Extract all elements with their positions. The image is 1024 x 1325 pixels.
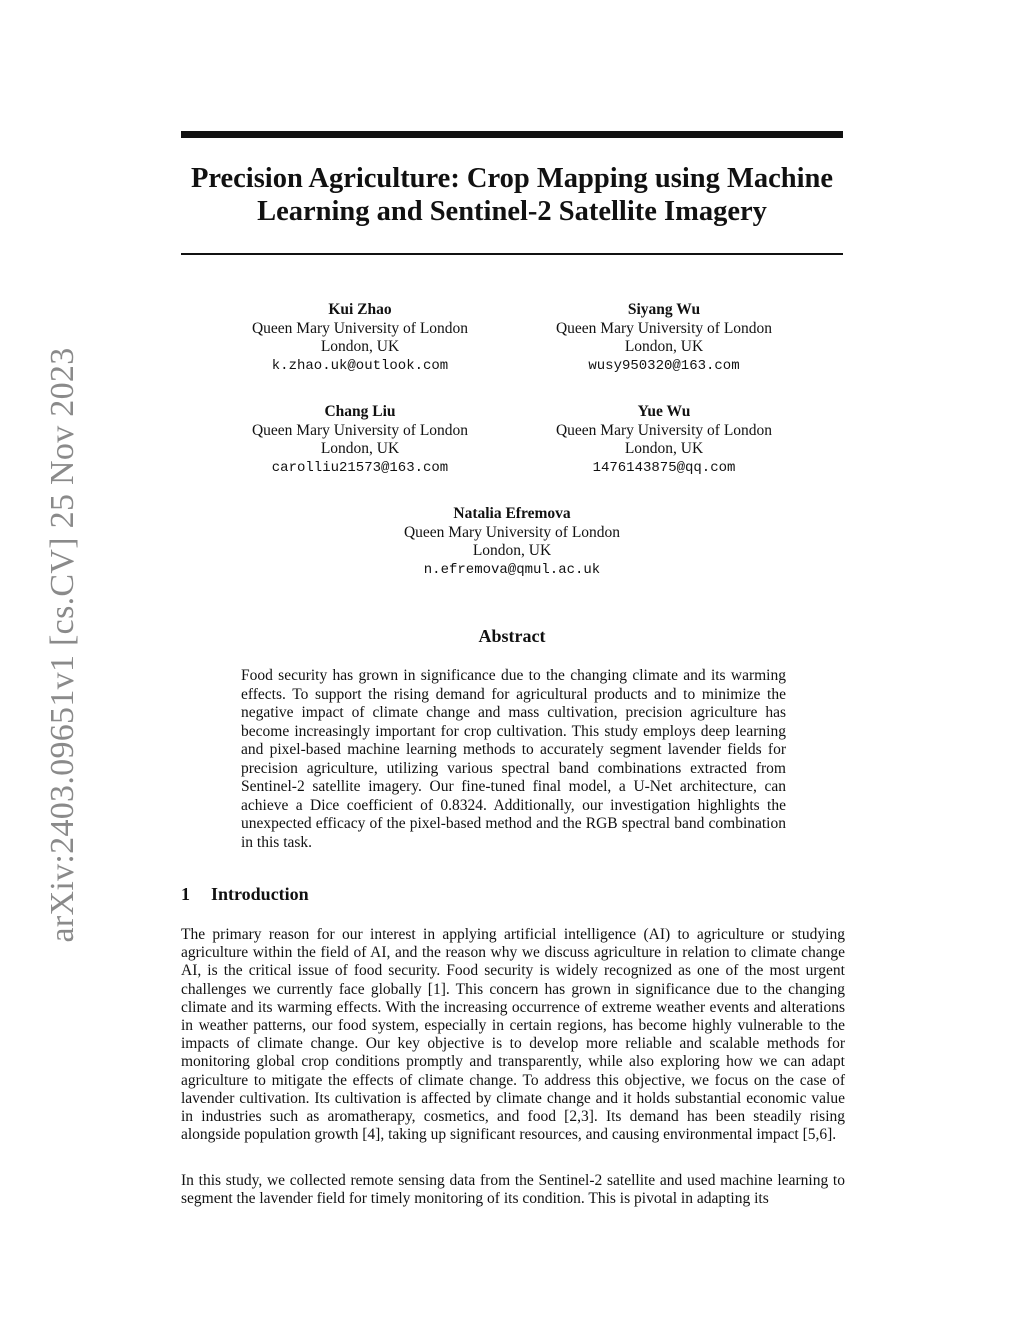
author-email: carolliu21573@163.com	[271, 459, 449, 476]
title-bottom-rule	[181, 253, 843, 255]
author-email: 1476143875@qq.com	[592, 459, 736, 476]
author-affiliation: Queen Mary University of London	[251, 319, 469, 337]
author-name: Siyang Wu	[627, 301, 701, 318]
author-affiliation: Queen Mary University of London	[251, 421, 469, 439]
author-block	[362, 505, 662, 579]
body-paragraph: In this study, we collected remote sensing data from the Sentinel-2 satellite and used machine learning to segment the lavender field for timely monitoring of its condition. This is pivotal in adapting its	[181, 1172, 845, 1208]
author-email: wusy950320@163.com	[588, 357, 740, 374]
author-block	[210, 301, 510, 375]
author-name: Yue Wu	[637, 403, 691, 420]
author-email: n.efremova@qmul.ac.uk	[423, 561, 601, 578]
section-heading	[181, 884, 309, 905]
abstract-heading: Abstract	[478, 626, 546, 646]
title-top-rule	[181, 131, 843, 138]
section-number: 1	[181, 884, 190, 904]
arxiv-identifier-stamp: arXiv:2403.09651v1 [cs.CV] 25 Nov 2023	[44, 347, 81, 943]
author-location: London, UK	[320, 440, 400, 457]
author-block	[514, 403, 814, 477]
paper-title-line-2: Learning and Sentinel-2 Satellite Imagery	[257, 196, 767, 227]
author-name: Kui Zhao	[328, 301, 392, 318]
body-paragraph: The primary reason for our interest in applying artificial intelligence (AI) to agriculture or studying agriculture within the field of AI, and the reason why we discuss agriculture in relation to climate change AI, is the critical issue of food security. Food security is widely recognized as one of the most urgent challenges we currently face globally [1]. This concern has grown in significance due to the changing climate and its warming effects. With the increasing occurrence of extreme weather events and alterations in weather patterns, our food system, especially in certain regions, has become highly vulnerable to the impacts of climate change. Our key objective is to develop more reliable and scalable methods for monitoring global crop conditions promptly and transparently, while also exploring how we can adapt agriculture to mitigate the effects of climate change. To address this objective, we focus on the case of lavender cultivation. Its cultivation is affected by climate change and it holds substantial economic value in industries such as aromatherapy, cosmetics, and food [2,3]. Its demand has been steadily rising alongside population growth [4], taking up significant resources, and causing environmental impact [5,6].	[181, 926, 845, 1144]
author-email: k.zhao.uk@outlook.com	[271, 357, 449, 374]
author-location: London, UK	[320, 338, 400, 355]
abstract-body: Food security has grown in significance due to the changing climate and its warming effects. To support the rising demand for agricultural products and to minimize the negative impact of climate change and mass cultivation, precision agriculture has become increasingly important for crop cultivation. This study employs deep learning and pixel-based machine learning methods to accurately segment lavender fields for precision agriculture, utilizing various spectral band combinations extracted from Sentinel-2 satellite imagery. Our fine-tuned final model, a U-Net architecture, can achieve a Dice coefficient of 0.8324. Additionally, our investigation highlights the unexpected efficacy of the pixel-based method and the RGB spectral band combination in this task.	[241, 667, 786, 851]
paper-title-line-1: Precision Agriculture: Crop Mapping using Machine	[190, 163, 834, 194]
author-location: London, UK	[472, 542, 552, 559]
author-location: London, UK	[624, 338, 704, 355]
author-location: London, UK	[624, 440, 704, 457]
author-affiliation: Queen Mary University of London	[555, 421, 773, 439]
author-block	[210, 403, 510, 477]
author-block	[514, 301, 814, 375]
author-name: Chang Liu	[324, 403, 396, 420]
author-name: Natalia Efremova	[453, 505, 571, 522]
section-title: Introduction	[211, 884, 309, 904]
paper-title	[150, 162, 874, 228]
author-affiliation: Queen Mary University of London	[403, 523, 621, 541]
author-affiliation: Queen Mary University of London	[555, 319, 773, 337]
